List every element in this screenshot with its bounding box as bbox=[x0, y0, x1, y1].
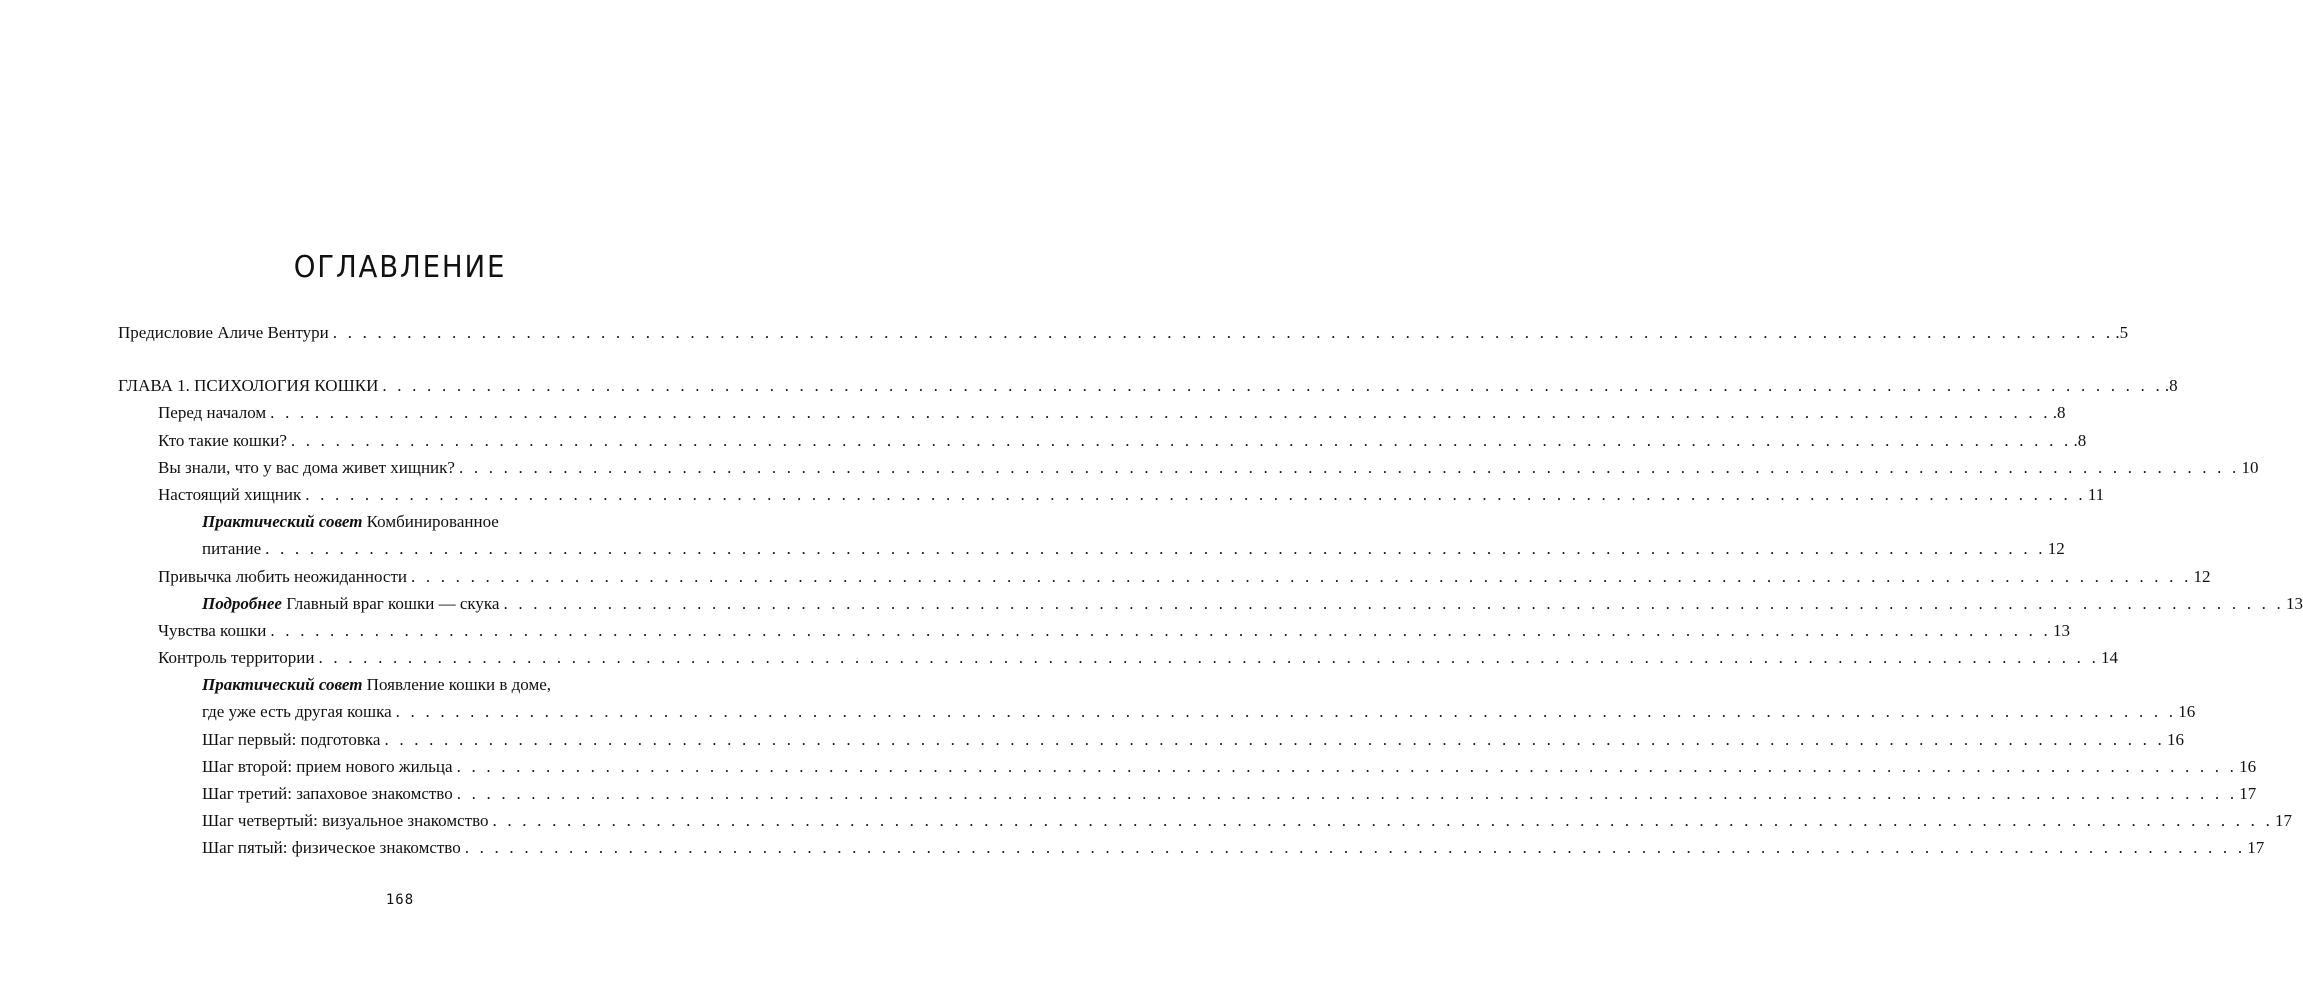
toc-entry-text: где уже есть другая кошка bbox=[202, 702, 392, 722]
toc-entry-text: Главный враг кошки — скука bbox=[286, 593, 500, 613]
toc-leader-dots: . . . . . . . . . . . . . . . . . . . . . . . . . . . . . . . . . . . . . . . . . . . . . . . . . . . . . . . . . . . . . . . . . . . . . . . . . . . . . . . . . . . . . . . . . . . . . . . . . . . . . . . . . . . . . . . . . . . . . . . . bbox=[290, 430, 2072, 450]
toc-entry-text: ГЛАВА 1. ПСИХОЛОГИЯ КОШКИ bbox=[118, 376, 379, 396]
toc-entry-page: 14 bbox=[2101, 648, 2119, 668]
toc-entry-text: Шаг первый: подготовка bbox=[202, 729, 381, 749]
toc-entry-title bbox=[202, 508, 499, 535]
toc-entry-page: .8 bbox=[2052, 403, 2066, 423]
toc-entry-text: питание bbox=[202, 539, 262, 559]
toc-entry-page: 17 bbox=[2247, 838, 2265, 858]
toc-entry-title bbox=[158, 644, 314, 671]
toc-entry-text: Контроль территории bbox=[158, 648, 315, 668]
toc-entry-text: Комбинированное bbox=[366, 512, 499, 532]
toc-leader-dots: . . . . . . . . . . . . . . . . . . . . . . . . . . . . . . . . . . . . . . . . . . . . . . . . . . . . . . . . . . . . . . . . . . . . . . . . . . . . . . . . . . . . . . . . . . . . . . . . . . . . . . . . . . . . . . . . . . . . . . . . bbox=[332, 323, 2114, 342]
toc-entry-title bbox=[158, 481, 301, 508]
toc-entry-page: 12 bbox=[2193, 566, 2211, 586]
toc-entry-lead: Практический совет bbox=[202, 675, 363, 695]
toc-entry-title bbox=[158, 454, 455, 481]
toc-entry-text: Вы знали, что у вас дома живет хищник? bbox=[158, 457, 455, 477]
toc-entry bbox=[118, 780, 2257, 807]
toc-entry-page: 13 bbox=[2286, 593, 2303, 613]
toc-entry bbox=[118, 563, 2211, 590]
toc-entry-page: .5 bbox=[2115, 323, 2129, 342]
toc-entry-page: 16 bbox=[2167, 729, 2185, 749]
toc-entry bbox=[118, 698, 2196, 725]
toc-entry-title bbox=[202, 590, 499, 617]
toc-entry-lead: Практический совет bbox=[202, 512, 363, 532]
toc-leader-dots: . . . . . . . . . . . . . . . . . . . . . . . . . . . . . . . . . . . . . . . . . . . . . . . . . . . . . . . . . . . . . . . . . . . . . . . . . . . . . . . . . . . . . . . . . . . . . . . . . . . . . . . . . . . . . . . . . . . . . . . . bbox=[456, 784, 2238, 803]
toc-entry-page: 17 bbox=[2239, 784, 2257, 803]
toc-entry-title bbox=[118, 319, 329, 346]
toc-leader-dots: . . . . . . . . . . . . . . . . . . . . . . . . . . . . . . . . . . . . . . . . . . . . . . . . . . . . . . . . . . . . . . . . . . . . . . . . . . . . . . . . . . . . . . . . . . . . . . . . . . . . . . . . . . . . . . . . . . . . . . . . bbox=[395, 702, 2177, 722]
toc-entry bbox=[118, 535, 2065, 562]
toc-leader-dots: . . . . . . . . . . . . . . . . . . . . . . . . . . . . . . . . . . . . . . . . . . . . . . . . . . . . . . . . . . . . . . . . . . . . . . . . . . . . . . . . . . . . . . . . . . . . . . . . . . . . . . . . . . . . . . . . . . . . . . . . bbox=[464, 838, 2246, 858]
toc-entry-text: Шаг третий: запаховое знакомство bbox=[202, 784, 453, 803]
toc-entry-title bbox=[158, 427, 287, 454]
toc-leader-dots: . . . . . . . . . . . . . . . . . . . . . . . . . . . . . . . . . . . . . . . . . . . . . . . . . . . . . . . . . . . . . . . . . . . . . . . . . . . . . . . . . . . . . . . . . . . . . . . . . . . . . . . . . . . . . . . . . . . . . . . . bbox=[382, 376, 2163, 396]
toc-entry-title bbox=[158, 399, 266, 426]
toc-entry-page: 17 bbox=[2275, 811, 2293, 831]
toc-entry-text: Настоящий хищник bbox=[158, 484, 302, 504]
toc-entry-text: Шаг пятый: физическое знакомство bbox=[202, 838, 461, 858]
toc-entry-title bbox=[118, 372, 378, 399]
toc-entry-title bbox=[202, 780, 453, 807]
toc-entry-title bbox=[202, 753, 453, 780]
toc-entry-page: .8 bbox=[2164, 376, 2178, 396]
toc-entry bbox=[118, 671, 710, 698]
toc-entry-title bbox=[158, 617, 266, 644]
toc-entry bbox=[118, 399, 2066, 426]
toc-entry bbox=[118, 753, 2257, 780]
page-number: 168 bbox=[385, 892, 415, 908]
toc-leader-dots: . . . . . . . . . . . . . . . . . . . . . . . . . . . . . . . . . . . . . . . . . . . . . . . . . . . . . . . . . . . . . . . . . . . . . . . . . . . . . . . . . . . . . . . . . . . . . . . . . . . . . . . . . . . . . . . . . . . . . . . . bbox=[384, 729, 2166, 749]
toc-entry bbox=[118, 644, 2119, 671]
toc-leader-dots: . . . . . . . . . . . . . . . . . . . . . . . . . . . . . . . . . . . . . . . . . . . . . . . . . . . . . . . . . . . . . . . . . . . . . . . . . . . . . . . . . . . . . . . . . . . . . . . . . . . . . . . . . . . . . . . . . . . . . . . . bbox=[318, 648, 2100, 668]
toc-entry-title bbox=[158, 563, 407, 590]
toc-leader-dots: . . . . . . . . . . . . . . . . . . . . . . . . . . . . . . . . . . . . . . . . . . . . . . . . . . . . . . . . . . . . . . . . . . . . . . . . . . . . . . . . . . . . . . . . . . . . . . . . . . . . . . . . . . . . . . . . . . . . . . . . bbox=[305, 484, 2086, 504]
toc-entry-text: Чувства кошки bbox=[158, 620, 267, 640]
toc-leader-dots: . . . . . . . . . . . . . . . . . . . . . . . . . . . . . . . . . . . . . . . . . . . . . . . . . . . . . . . . . . . . . . . . . . . . . . . . . . . . . . . . . . . . . . . . . . . . . . . . . . . . . . . . . . . . . . . . . . . . . . . . bbox=[270, 620, 2051, 640]
toc-entry-text: Привычка любить неожиданности bbox=[158, 566, 407, 586]
toc-leader-dots: . . . . . . . . . . . . . . . . . . . . . . . . . . . . . . . . . . . . . . . . . . . . . . . . . . . . . . . . . . . . . . . . . . . . . . . . . . . . . . . . . . . . . . . . . . . . . . . . . . . . . . . . . . . . . . . . . . . . . . . . bbox=[503, 593, 2284, 613]
toc-entry-title bbox=[202, 807, 488, 834]
toc-entry-page: 16 bbox=[2239, 756, 2257, 776]
toc-entry-lead: Подробнее bbox=[202, 593, 282, 613]
toc-leader-dots: . . . . . . . . . . . . . . . . . . . . . . . . . . . . . . . . . . . . . . . . . . . . . . . . . . . . . . . . . . . . . . . . . . . . . . . . . . . . . . . . . . . . . . . . . . . . . . . . . . . . . . . . . . . . . . . . . . . . . . . . bbox=[270, 403, 2051, 423]
toc-entry-text: Предисловие Аличе Вентури bbox=[118, 323, 329, 342]
toc-title: ОГЛАВЛЕНИЕ bbox=[293, 250, 507, 285]
toc-leader-dots: . . . . . . . . . . . . . . . . . . . . . . . . . . . . . . . . . . . . . . . . . . . . . . . . . . . . . . . . . . . . . . . . . . . . . . . . . . . . . . . . . . . . . . . . . . . . . . . . . . . . . . . . . . . . . . . . . . . . . . . . bbox=[265, 539, 2046, 559]
toc-entry-page: 11 bbox=[2087, 484, 2105, 504]
toc-entry bbox=[118, 372, 2178, 399]
toc-entry bbox=[118, 481, 2105, 508]
toc-entry-title bbox=[202, 535, 261, 562]
toc-entry-title bbox=[202, 671, 551, 698]
toc-entry-title bbox=[202, 834, 461, 861]
toc-leader-dots: . . . . . . . . . . . . . . . . . . . . . . . . . . . . . . . . . . . . . . . . . . . . . . . . . . . . . . . . . . . . . . . . . . . . . . . . . . . . . . . . . . . . . . . . . . . . . . . . . . . . . . . . . . . . . . . . . . . . . . . . bbox=[458, 457, 2240, 477]
toc-entry bbox=[118, 454, 2259, 481]
toc-entry bbox=[118, 807, 2293, 834]
toc-entry bbox=[118, 590, 2303, 617]
toc-leader-dots: . . . . . . . . . . . . . . . . . . . . . . . . . . . . . . . . . . . . . . . . . . . . . . . . . . . . . . . . . . . . . . . . . . . . . . . . . . . . . . . . . . . . . . . . . . . . . . . . . . . . . . . . . . . . . . . . . . . . . . . . bbox=[410, 566, 2192, 586]
toc-entry-title bbox=[202, 726, 380, 753]
toc-entry bbox=[118, 726, 2185, 753]
toc-entry-page: 10 bbox=[2241, 457, 2259, 477]
toc-entry bbox=[118, 508, 710, 535]
toc-entry bbox=[118, 427, 2087, 454]
toc-entry bbox=[118, 617, 2070, 644]
toc-entry bbox=[118, 319, 2129, 346]
toc-entry-page: 16 bbox=[2178, 702, 2196, 722]
toc-entry-text: Перед началом bbox=[158, 403, 267, 423]
toc-entry-page: 12 bbox=[2047, 539, 2065, 559]
toc-entry-text: Шаг второй: прием нового жильца bbox=[202, 756, 453, 776]
toc-entry-title bbox=[202, 698, 392, 725]
toc-entry-text: Кто такие кошки? bbox=[158, 430, 287, 450]
toc-entry-text: Появление кошки в доме, bbox=[366, 675, 552, 695]
toc-entry bbox=[118, 834, 2265, 861]
toc-entry-page: 13 bbox=[2052, 620, 2070, 640]
toc-leader-dots: . . . . . . . . . . . . . . . . . . . . . . . . . . . . . . . . . . . . . . . . . . . . . . . . . . . . . . . . . . . . . . . . . . . . . . . . . . . . . . . . . . . . . . . . . . . . . . . . . . . . . . . . . . . . . . . . . . . . . . . . bbox=[492, 811, 2274, 831]
toc-entry-page: .8 bbox=[2073, 430, 2087, 450]
toc-entry-text: Шаг четвертый: визуальное знакомство bbox=[202, 811, 489, 831]
toc-leader-dots: . . . . . . . . . . . . . . . . . . . . . . . . . . . . . . . . . . . . . . . . . . . . . . . . . . . . . . . . . . . . . . . . . . . . . . . . . . . . . . . . . . . . . . . . . . . . . . . . . . . . . . . . . . . . . . . . . . . . . . . . bbox=[456, 756, 2238, 776]
table-of-contents bbox=[118, 319, 2303, 862]
